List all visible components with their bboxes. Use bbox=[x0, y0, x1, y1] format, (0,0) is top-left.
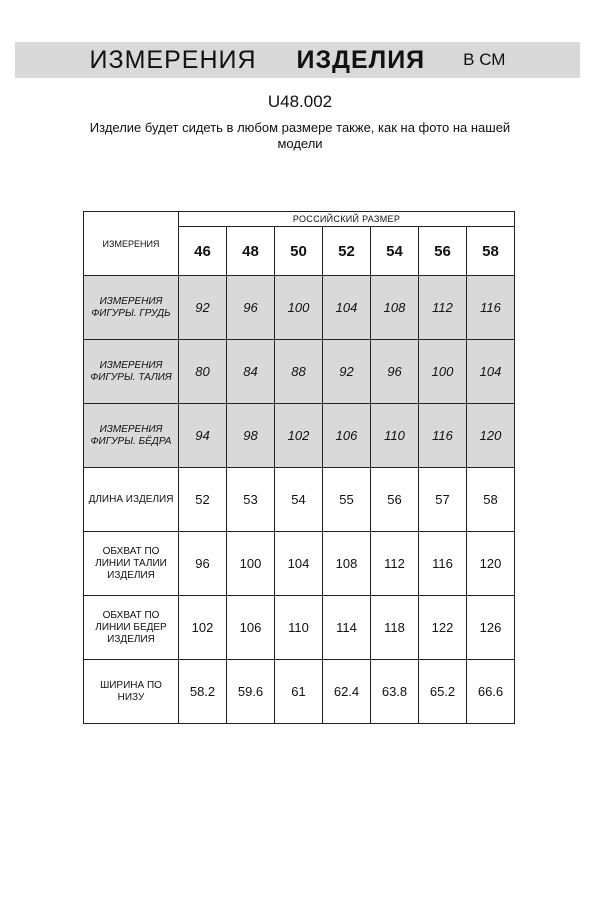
value-cell: 92 bbox=[179, 276, 227, 340]
measurements-header: ИЗМЕРЕНИЯ bbox=[84, 212, 179, 276]
value-cell: 120 bbox=[467, 532, 515, 596]
value-cell: 58 bbox=[467, 468, 515, 532]
table-row bbox=[84, 532, 515, 596]
value-cell: 126 bbox=[467, 596, 515, 660]
table-row bbox=[84, 596, 515, 660]
row-label: ИЗМЕРЕНИЯ ФИГУРЫ. БЁДРА bbox=[84, 404, 179, 468]
value-cell: 100 bbox=[275, 276, 323, 340]
value-cell: 96 bbox=[227, 276, 275, 340]
value-cell: 59.6 bbox=[227, 660, 275, 724]
value-cell: 62.4 bbox=[323, 660, 371, 724]
value-cell: 120 bbox=[467, 404, 515, 468]
value-cell: 110 bbox=[371, 404, 419, 468]
value-cell: 63.8 bbox=[371, 660, 419, 724]
table-row bbox=[84, 404, 515, 468]
value-cell: 104 bbox=[467, 340, 515, 404]
table-row bbox=[84, 660, 515, 724]
value-cell: 55 bbox=[323, 468, 371, 532]
product-code: U48.002 bbox=[267, 92, 333, 111]
row-label: ДЛИНА ИЗДЕЛИЯ bbox=[84, 468, 179, 532]
size-header-cell: 46 bbox=[179, 227, 227, 276]
value-cell: 102 bbox=[179, 596, 227, 660]
value-cell: 94 bbox=[179, 404, 227, 468]
value-cell: 80 bbox=[179, 340, 227, 404]
value-cell: 114 bbox=[323, 596, 371, 660]
row-label: ИЗМЕРЕНИЯ ФИГУРЫ. ТАЛИЯ bbox=[84, 340, 179, 404]
value-cell: 66.6 bbox=[467, 660, 515, 724]
value-cell: 92 bbox=[323, 340, 371, 404]
value-cell: 65.2 bbox=[419, 660, 467, 724]
size-header-cell: 56 bbox=[419, 227, 467, 276]
value-cell: 106 bbox=[227, 596, 275, 660]
value-cell: 96 bbox=[371, 340, 419, 404]
title-part-2: ИЗДЕЛИЯ bbox=[296, 45, 426, 74]
size-header-cell: 52 bbox=[323, 227, 371, 276]
size-header-cell: 50 bbox=[275, 227, 323, 276]
value-cell: 100 bbox=[227, 532, 275, 596]
title-part-1: ИЗМЕРЕНИЯ bbox=[89, 45, 257, 74]
value-cell: 58.2 bbox=[179, 660, 227, 724]
value-cell: 106 bbox=[323, 404, 371, 468]
value-cell: 100 bbox=[419, 340, 467, 404]
value-cell: 112 bbox=[419, 276, 467, 340]
size-header-cell: 48 bbox=[227, 227, 275, 276]
value-cell: 98 bbox=[227, 404, 275, 468]
table-row bbox=[84, 276, 515, 340]
row-label: ШИРИНА ПО НИЗУ bbox=[84, 660, 179, 724]
title-banner bbox=[15, 42, 580, 78]
value-cell: 110 bbox=[275, 596, 323, 660]
value-cell: 61 bbox=[275, 660, 323, 724]
value-cell: 102 bbox=[275, 404, 323, 468]
unit-label: В СМ bbox=[463, 50, 506, 69]
table-row bbox=[84, 340, 515, 404]
value-cell: 104 bbox=[323, 276, 371, 340]
size-header-cell: 58 bbox=[467, 227, 515, 276]
value-cell: 53 bbox=[227, 468, 275, 532]
size-header-cell: 54 bbox=[371, 227, 419, 276]
value-cell: 57 bbox=[419, 468, 467, 532]
size-table bbox=[83, 211, 515, 724]
value-cell: 96 bbox=[179, 532, 227, 596]
size-group-header: РОССИЙСКИЙ РАЗМЕР bbox=[179, 212, 515, 227]
value-cell: 116 bbox=[419, 532, 467, 596]
value-cell: 108 bbox=[323, 532, 371, 596]
value-cell: 88 bbox=[275, 340, 323, 404]
value-cell: 122 bbox=[419, 596, 467, 660]
value-cell: 84 bbox=[227, 340, 275, 404]
row-label: ОБХВАТ ПО ЛИНИИ БЕДЕР ИЗДЕЛИЯ bbox=[84, 596, 179, 660]
value-cell: 54 bbox=[275, 468, 323, 532]
value-cell: 118 bbox=[371, 596, 419, 660]
value-cell: 56 bbox=[371, 468, 419, 532]
row-label: ИЗМЕРЕНИЯ ФИГУРЫ. ГРУДЬ bbox=[84, 276, 179, 340]
value-cell: 52 bbox=[179, 468, 227, 532]
row-label: ОБХВАТ ПО ЛИНИИ ТАЛИИ ИЗДЕЛИЯ bbox=[84, 532, 179, 596]
fit-note: Изделие будет сидеть в любом размере также, как на фото на нашей модели bbox=[89, 120, 511, 151]
value-cell: 104 bbox=[275, 532, 323, 596]
value-cell: 108 bbox=[371, 276, 419, 340]
table-row bbox=[84, 468, 515, 532]
value-cell: 116 bbox=[467, 276, 515, 340]
value-cell: 116 bbox=[419, 404, 467, 468]
value-cell: 112 bbox=[371, 532, 419, 596]
